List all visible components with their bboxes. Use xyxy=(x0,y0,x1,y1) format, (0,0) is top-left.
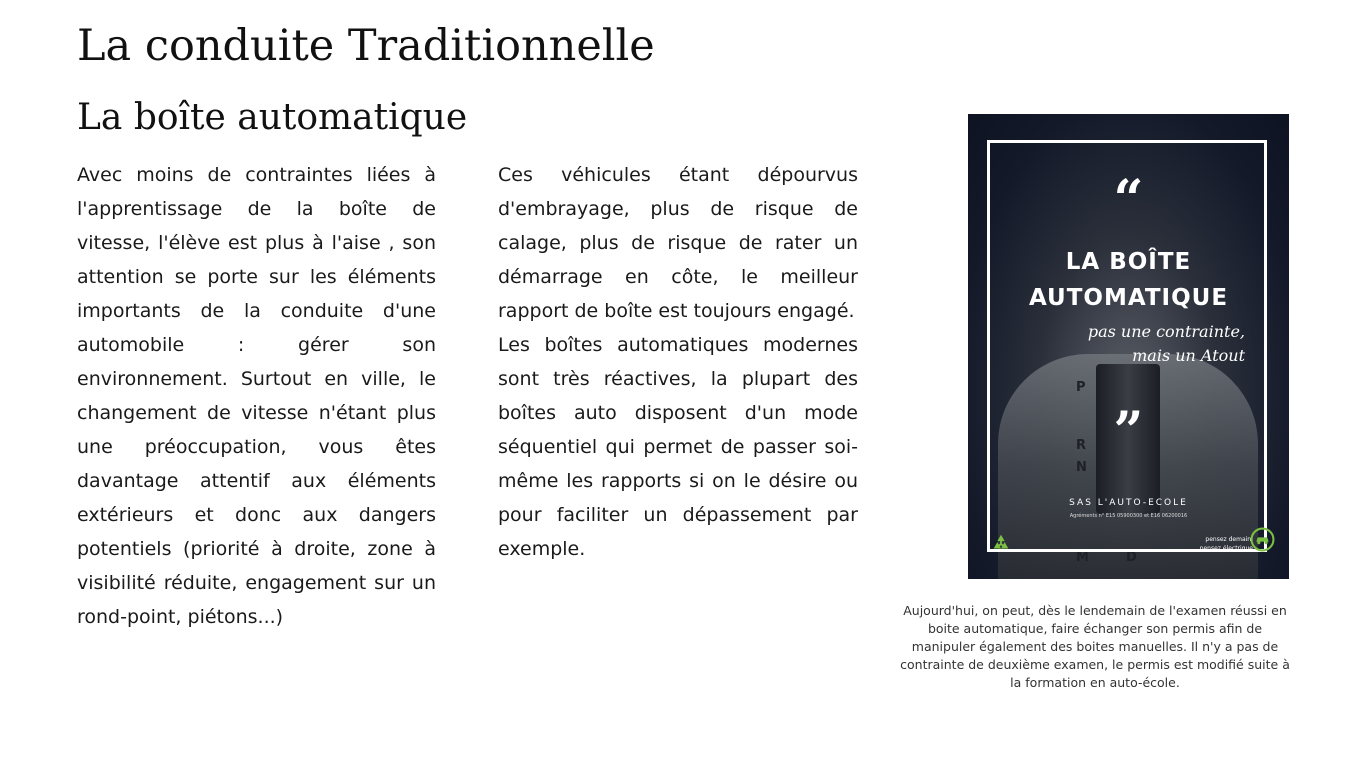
gear-letter: P xyxy=(1076,380,1086,395)
poster-agrement: Agréments n° E15 05900300 et E16 06200016 xyxy=(1069,513,1188,519)
gear-letter: D xyxy=(1126,550,1137,565)
poster-tagline-line: pas une contrainte, xyxy=(1087,322,1245,341)
right-column xyxy=(498,158,858,566)
poster-image xyxy=(968,114,1289,579)
section-title: La boîte automatique xyxy=(77,97,468,138)
recycle-icon xyxy=(990,532,1012,554)
gear-letter: N xyxy=(1076,460,1087,475)
right-paragraph-2: Les boîtes automatiques modernes sont très réactives, la plupart des boîtes auto disposent d'un mode séquentiel qui permet de passer soi-même les rapports si on le désire ou pour faciliter un dépassement par exemple. xyxy=(498,334,858,560)
close-quote-icon: ” xyxy=(1113,401,1144,462)
open-quote-icon: “ xyxy=(1113,169,1144,230)
electric-car-icon xyxy=(1250,527,1275,552)
poster-tagline-line: mais un Atout xyxy=(1132,346,1245,365)
poster-caption: Aujourd'hui, on peut, dès le lendemain de l'examen réussi en boite automatique, faire échanger son permis afin de manipuler également des boites manuelles. Il n'y a pas de contrainte de deuxième examen, le permis est modifié suite à la formation en auto-école. xyxy=(900,603,1290,690)
right-paragraph-1: Ces véhicules étant dépourvus d'embrayage, plus de risque de calage, plus de risque de rater un démarrage en côte, le meilleur rapport de boîte est toujours engagé. xyxy=(498,164,858,322)
poster-eco-line: pensez demain, xyxy=(1205,536,1253,543)
left-column xyxy=(77,158,436,634)
poster-eco-text xyxy=(1173,535,1253,553)
poster-headline xyxy=(968,244,1289,316)
poster-eco-line: pensez électrique xyxy=(1199,545,1253,552)
poster-brand: SAS L'AUTO-ECOLE xyxy=(1069,498,1188,508)
poster-headline-line: LA BOÎTE xyxy=(1065,249,1192,275)
page-title: La conduite Traditionnelle xyxy=(77,21,655,71)
poster-headline-line: AUTOMATIQUE xyxy=(1028,285,1229,311)
gear-letter: R xyxy=(1076,438,1087,453)
gear-letter: M xyxy=(1076,550,1089,565)
poster-tagline xyxy=(1045,320,1245,368)
left-paragraph: Avec moins de contraintes liées à l'apprentissage de la boîte de vitesse, l'élève est plus à l'aise , son attention se porte sur les éléments importants de la conduite d'une automobile : gérer son environnement. Surtout en ville, le changement de vitesse n'étant plus une préoccupation, vous êtes davantage attentif aux éléments extérieurs et donc aux dangers potentiels (priorité à droite, zone à visibilité réduite, engagement sur un rond-point, piétons...) xyxy=(77,164,436,628)
